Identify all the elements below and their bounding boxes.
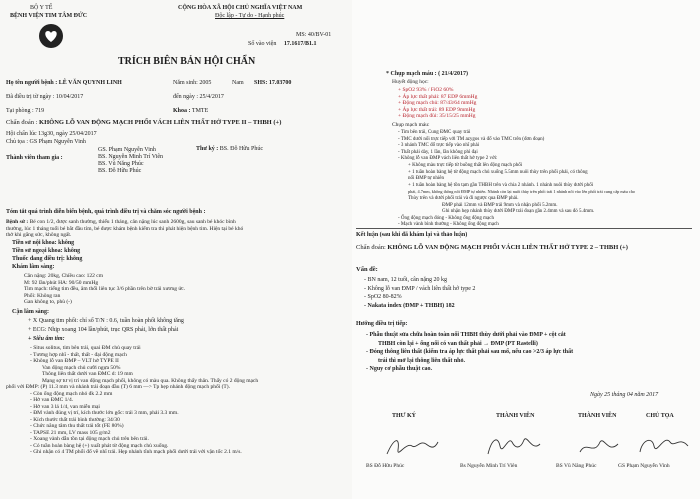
echo-line: - Tương hợp nhĩ - thất, thất - đại động mạch <box>30 351 127 358</box>
echo-line: - Không lỗ van ĐMP – VLT hở TYPE II <box>30 358 119 364</box>
hemo-line: + SpO2 93% / FiO2 60% <box>398 87 454 93</box>
exam-line: Cân nặng: 20kg, Chiều cao: 122 cm <box>24 273 103 279</box>
xray-result: + X Quang tim phổi: chỉ số T/N : 0.6, tuần hoàn phổi không tăng <box>28 318 184 324</box>
patient-name: LÊ VĂN QUYNH LINH <box>58 80 122 86</box>
history-block <box>6 219 243 239</box>
sign-title-secretary: THƯ KÝ <box>392 413 416 419</box>
sign-title-member: THÀNH VIÊN <box>578 413 617 419</box>
exam-line: M: 92 lần/phút HA: 90/50 mmHg <box>24 279 99 286</box>
patient-name-label: Họ tên người bệnh : <box>6 80 58 86</box>
angio-line: - Tim bên trái, Cung ĐMC quay trái <box>398 130 471 135</box>
conclusion-heading: Kết luận (sau khi đã khám lại và thảo luận) <box>356 232 468 238</box>
sign-name-member: BS Vũ Năng Phúc <box>556 463 597 469</box>
section-divider <box>356 228 692 229</box>
record-number-label: Số vào viện <box>248 41 277 47</box>
department: TMTE <box>191 108 209 114</box>
consult-time: Hội chẩn lúc 13g30, ngày 25/04/2017 <box>6 131 97 137</box>
hemo-block <box>398 87 477 120</box>
chair-label: Chủ tọa : <box>6 139 28 145</box>
history-line: thở khi gắng sức, không ngất. <box>6 232 72 238</box>
echo-line: - Còn ống động mạch nhỏ đk 2.2 mm <box>30 390 113 397</box>
echo-line: - ĐM vành đúng vị trí, kích thước lớn gốc: trái 3 mm, phải 3.3 mm. <box>30 410 179 416</box>
echo-block <box>6 345 259 456</box>
treated-from-label: Đã điều trị từ ngày : <box>6 94 55 100</box>
plan-line: trái thì mở lại thông liên thất nhỏ. <box>378 357 465 364</box>
summary-heading: Tóm tắt quá trình diễn biến bệnh, quá trình điều trị và chăm sóc người bệnh : <box>6 209 206 215</box>
member-item: BS. Đỗ Hữu Phúc <box>98 168 142 174</box>
echo-line: - Situs solitus, tim bên trái, quai ĐM chủ quay trái <box>30 345 141 351</box>
right-document-page <box>352 0 700 499</box>
exam-block <box>24 273 185 306</box>
history-line: thường, lúc 1 tháng tuổi bé bắt đầu tím, bé được khám bệnh kiểm tra thì phát hiện bệnh tim. Hiện tại bé khó <box>6 225 244 232</box>
hemo-line: + Động mạch chủ: 87/43/64 mmHg <box>398 100 477 106</box>
member-item: BS. Nguyễn Minh Trí Viên <box>98 154 164 160</box>
echo-line: - TAPSE 21 mm, LV mass 105 g/m2 <box>30 429 111 436</box>
treated-from-date: 10/04/2017 <box>55 94 84 100</box>
history-line: Bé con 1/2, được sanh thường, thiếu 1 tháng, cân nặng lúc sanh 2600g, sau sanh bé khóc bình <box>29 219 236 225</box>
member-item: GS. Phạm Nguyễn Vinh <box>98 147 156 153</box>
sex-label: Nam <box>232 80 244 86</box>
echo-line: - Xoang vành dẫn tồn tại động mạch chủ trên bên trái. <box>30 436 149 442</box>
members-label: Thành viên tham gia : <box>6 155 63 161</box>
angio-line: - Ống động mạch đóng - Không ống động mạch <box>398 215 494 221</box>
hemo-line: + Áp lực thất phải: 87 EDP 6mmHg <box>398 93 478 100</box>
department-label: Khoa : <box>173 108 191 114</box>
angio-line: Thùy trên và dưới phổi trái và đi ngược qua ĐMP phải. <box>408 195 519 201</box>
current-meds: Thuốc đang điều trị: không <box>12 256 83 262</box>
record-number: 17.1617/B1.1 <box>283 41 317 47</box>
member-item: BS. Vũ Năng Phúc <box>98 161 144 167</box>
angio-line: + Không màu trực tiếp từ buồng thất lên động mạch phổi <box>408 162 523 168</box>
exam-line: Phổi: Không ran <box>24 292 61 299</box>
conclusion-diagnosis: KHÔNG LỖ VAN ĐỘNG MẠCH PHỔI VÁCH LIÊN THẤT HỞ TYPE 2 – THBH (+) <box>387 244 628 251</box>
issue-item: - BN nam, 12 tuổi, cân nặng 20 kg <box>364 277 447 283</box>
angio-line: - 3 nhánh TMC đổ trực tiếp vào nhĩ phải <box>398 143 480 149</box>
sign-name-member: Bs Nguyễn Minh Trí Viên <box>460 463 518 469</box>
echo-line: Van động mạch chủ cưỡi ngựa 50% <box>42 364 121 371</box>
sign-name-secretary: BS Đỗ Hữu Phúc <box>366 463 405 469</box>
form-code: MS: 40/BV-01 <box>296 32 332 38</box>
echo-line: - Hở van ĐMC 1/4. <box>30 397 74 403</box>
angio-line: Ghi nhận hẹp nhánh thùy dưới ĐMP trái đoạn gần 2.4mm và sau đó 5.4mm. <box>442 209 595 215</box>
echo-line: - Ghi nhận có 4 TM phổi đổ về nhĩ trái. Hẹp nhánh tĩnh mạch phổi dưới trái với vận tốc 2.1 m/s. <box>30 449 242 455</box>
member-list <box>98 147 163 175</box>
issue-item: - SpO2 80-82% <box>364 294 402 300</box>
echo-line: - Kích thước thất trái bình thường: 34/30 <box>30 416 120 423</box>
history-surgical: Tiền sử ngoại khoa: không <box>12 248 81 254</box>
hemo-line: + Động mạch đùi: 35/15/25 mmHg <box>398 113 476 119</box>
hospital-heart-logo-icon <box>38 23 64 49</box>
cath-heading: * Chụp mạch máu : ( 21/4/2017) <box>386 71 469 77</box>
shs-number: 17.03700 <box>268 80 292 86</box>
shs-label: SHS: <box>254 80 268 86</box>
room-number: 719 <box>35 108 45 114</box>
angio-heading: Chụp mạch máu: <box>392 122 430 128</box>
treated-to-date: 25/4/2017 <box>199 94 224 100</box>
angio-line: - Mạch vành bình thường - Không ống động mạch <box>398 222 499 228</box>
signature-secretary-icon <box>382 432 442 462</box>
echo-line: - Chức năng tâm thu thất trái tốt (FE 80%) <box>30 423 124 429</box>
echo-line: Mạng sợ tư vị trí van động mạch phổi, không có màu qua. Không thấy thân. Thấy có 2 động mạch <box>42 377 259 384</box>
conclusion-diagnosis-label: Chẩn đoán: <box>356 244 386 251</box>
secretary-label: Thư ký : <box>196 146 219 152</box>
issue-item: - Không lỗ van ĐMP / vách liên thất hở type 2 <box>364 285 476 292</box>
signature-member-icon <box>574 432 624 462</box>
plan-block <box>366 331 573 374</box>
signature-member-icon <box>482 430 544 462</box>
sign-title-member: THÀNH VIÊN <box>496 413 535 419</box>
angio-line: nối ĐMP tự nhiên <box>408 176 444 182</box>
angio-line: - Thất phải dày, 1 lần, lần không phì đại <box>398 149 478 155</box>
signature-chair-icon <box>634 430 692 462</box>
echo-line: - Có tuần hoàn bàng hệ (+) xuất phát từ động mạch chủ xuống. <box>30 442 169 449</box>
date-line: Ngày 25 tháng 04 năm 2017 <box>590 392 659 398</box>
motto: Độc lập - Tự do - Hạnh phúc <box>215 13 285 19</box>
treated-to-label: đến ngày : <box>173 94 198 100</box>
republic-title: CỘNG HÒA XÃ HỘI CHỦ NGHĨA VIỆT NAM <box>178 5 303 11</box>
angio-line: phải, 4.7mm, không thông nối ĐMP tự nhiên. Nhánh còn lại nuôi thùy trên phổi trái 1 nhánh nối vào lên phổi trái cung cấp máu cho <box>408 189 636 195</box>
hemo-line: + Áp lực thất trái: 89 EDP 9mmHg <box>398 106 476 113</box>
angio-line: + 1 tuần hoàn bàng hệ tồn tạm gần THBH trên và chia 2 nhánh. 1 nhánh nuôi thùy dưới phổi <box>408 182 594 188</box>
history-label: Bệnh sử : <box>6 219 29 225</box>
plan-line: - Nguy cơ phẫu thuật cao. <box>366 366 432 372</box>
exam-line: Gan không to, phù (-) <box>24 299 72 305</box>
issues-heading: Vấn đề: <box>356 266 378 273</box>
sign-title-chair: CHỦ TỌA <box>646 413 674 419</box>
plan-heading: Hướng điều trị tiếp: <box>356 321 408 327</box>
plan-line: - Đóng thông liên thất (kiểm tra áp lực thất phải sau mổ, nếu cao >2/3 áp lực thất <box>366 349 574 355</box>
birth-year: 2005 <box>199 80 212 86</box>
angio-line: - Không lỗ van ĐMP vách liên thất hở type 2 với: <box>398 156 498 162</box>
echo-heading: + Siêu âm tim: <box>28 336 65 342</box>
issues-block <box>364 276 475 310</box>
echo-line: - Hở van 3 lá 1/4, van miễn mại <box>30 403 100 410</box>
chair-name: GS Phạm Nguyễn Vinh <box>29 139 86 145</box>
issue-item: - Nakata index (ĐMP + THBH) 182 <box>364 302 455 309</box>
diagnosis: KHÔNG LỖ VAN ĐỘNG MẠCH PHỔI VÁCH LIÊN THẤT HỞ TYPE II – THBH (+) <box>39 119 282 126</box>
diagnosis-label: Chẩn đoán : <box>6 119 38 126</box>
secretary-name: BS. Đỗ Hữu Phúc <box>219 146 264 152</box>
history-internal: Tiền sử nội khoa: không <box>12 240 75 246</box>
angio-line: - TMC dưới nối trực tiếp với TM azygos và đổ vào TMC trên (đơn đoạn) <box>398 136 545 142</box>
paraclinical-heading: Cận lâm sàng: <box>12 309 50 315</box>
sign-name-chair: GS Phạm Nguyễn Vinh <box>618 463 670 469</box>
room-label: Tại phòng : <box>6 108 34 114</box>
ministry-label: BỘ Y TẾ <box>30 5 53 11</box>
birth-year-label: Năm sinh: <box>173 80 198 86</box>
ecg-result: + ECG: Nhịp xoang 104 lần/phút, trục QRS phải, lớn thất phải <box>28 327 179 333</box>
hemo-heading: Huyết động học: <box>392 79 429 85</box>
angio-line: + 1 tuần hoàn bàng hệ từ động mạch chủ xuống 5.5mm nuôi thùy trên phổi phải, có thông <box>408 169 588 175</box>
plan-line: - Phẫu thuật sửa chữa hoàn toàn nối THBH thùy dưới phải vào ĐMP + cột cắt <box>366 332 566 338</box>
echo-line: Thông liên thất dưới van ĐMC d: 19 mm <box>42 371 133 377</box>
plan-line: THBH còn lại + ống nối có van thất phải → ĐMP (PT Rastelli) <box>378 340 538 347</box>
echo-line: phổi với ĐMP: (P) 11.3 mm và nhánh trái đoạn đầu (T) 6 mm —> Tp hẹp nhánh động mạch phổi (T). <box>6 384 230 390</box>
exam-heading: Khám lâm sàng: <box>12 264 55 270</box>
document-title: TRÍCH BIÊN BẢN HỘI CHẨN <box>118 56 256 67</box>
exam-line: Tim mạch: tiếng tim đều, âm thổi liên tục 3/6 phần trên bờ trái xương ức. <box>24 286 186 292</box>
angio-block <box>398 130 635 229</box>
hospital-name: BỆNH VIỆN TIM TÂM ĐỨC <box>10 13 88 19</box>
angio-line: ĐMP phải 12mm và ĐMP trái 9mm và nhận phổi 5.2mm. <box>442 202 558 208</box>
